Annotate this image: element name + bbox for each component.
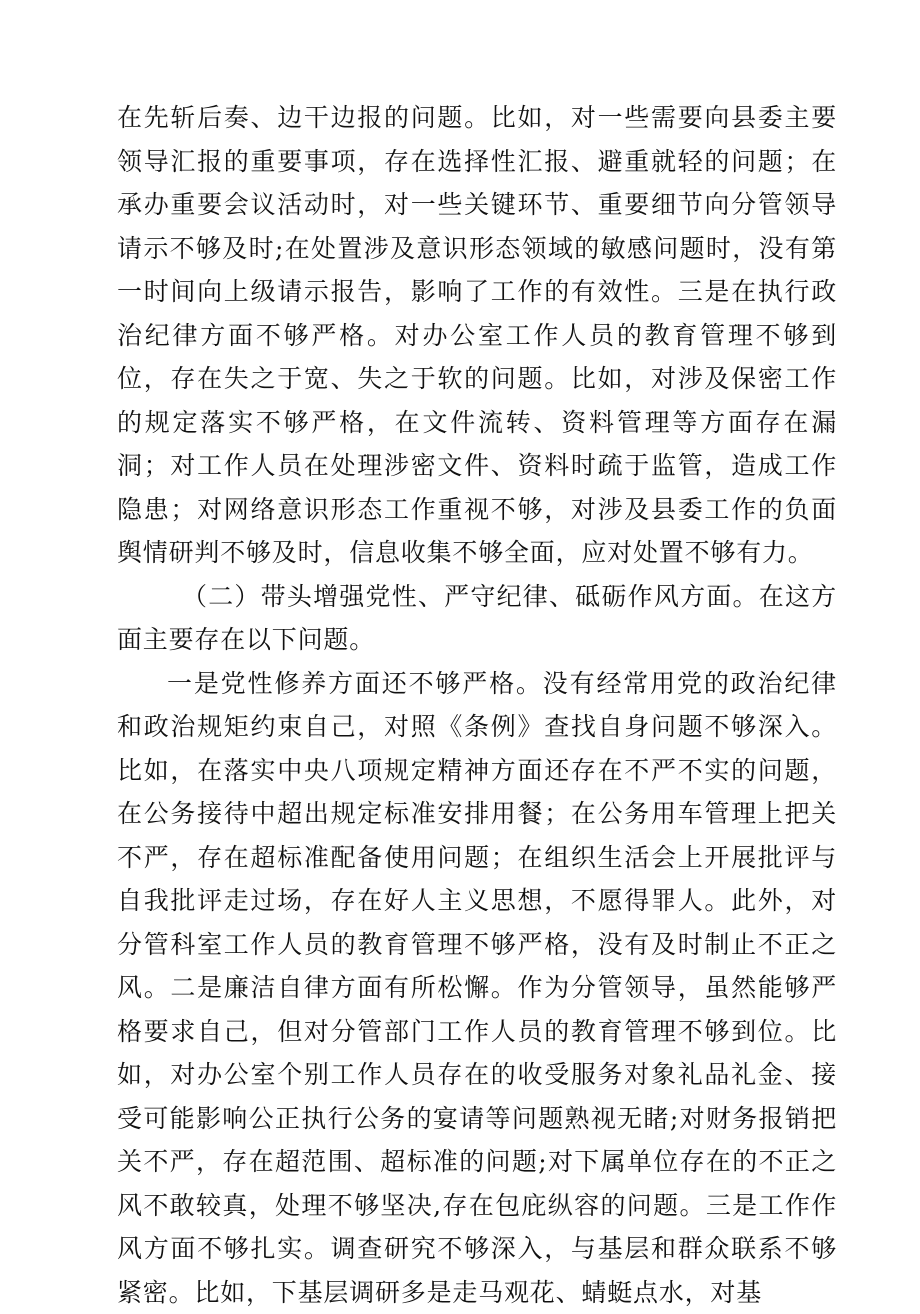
paragraph-continuation: 在先斩后奏、边干边报的问题。比如，对一些需要向县委主要领导汇报的重要事项，存在选择性汇报、避重就轻的问题；在承办重要会议活动时，对一些关键环节、重要细节向分管领导请示不够及时;在处置涉及意识形态领域的敏感问题时，没有第一时间向上级请示报告，影响了工作的有效性。三是在执行政治纪律方面不够严格。对办公室工作人员的教育管理不够到位，存在失之于宽、失之于软的问题。比如，对涉及保密工作的规定落实不够严格，在文件流转、资料管理等方面存在漏洞；对工作人员在处理涉密文件、资料时疏于监管，造成工作隐患；对网络意识形态工作重视不够，对涉及县委工作的负面舆情研判不够及时，信息收集不够全面，应对处置不够有力。 <box>117 96 837 575</box>
paragraph-party-spirit: 一是党性修养方面还不够严格。没有经常用党的政治纪律和政治规矩约束自己，对照《条例》查找自身问题不够深入。比如，在落实中央八项规定精神方面还存在不严不实的问题，在公务接待中超出规定标准安排用餐；在公务用车管理上把关不严，存在超标准配备使用问题；在组织生活会上开展批评与自我批评走过场，存在好人主义思想，不愿得罪人。此外，对分管科室工作人员的教育管理不够严格，没有及时制止不正之风。二是廉洁自律方面有所松懈。作为分管领导，虽然能够严格要求自己，但对分管部门工作人员的教育管理不够到位。比如，对办公室个别工作人员存在的收受服务对象礼品礼金、接受可能影响公正执行公务的宴请等问题熟视无睹;对财务报销把关不严，存在超范围、超标准的问题;对下属单位存在的不正之风不敢较真，处理不够坚决,存在包庇纵容的问题。三是工作作风方面不够扎实。调查研究不够深入，与基层和群众联系不够紧密。比如，下基层调研多是走马观花、蜻蜓点水，对基 <box>117 662 837 1314</box>
section-heading-paragraph: （二）带头增强党性、严守纪律、砥砺作风方面。在这方面主要存在以下问题。 <box>117 575 837 662</box>
document-body <box>117 96 837 1314</box>
